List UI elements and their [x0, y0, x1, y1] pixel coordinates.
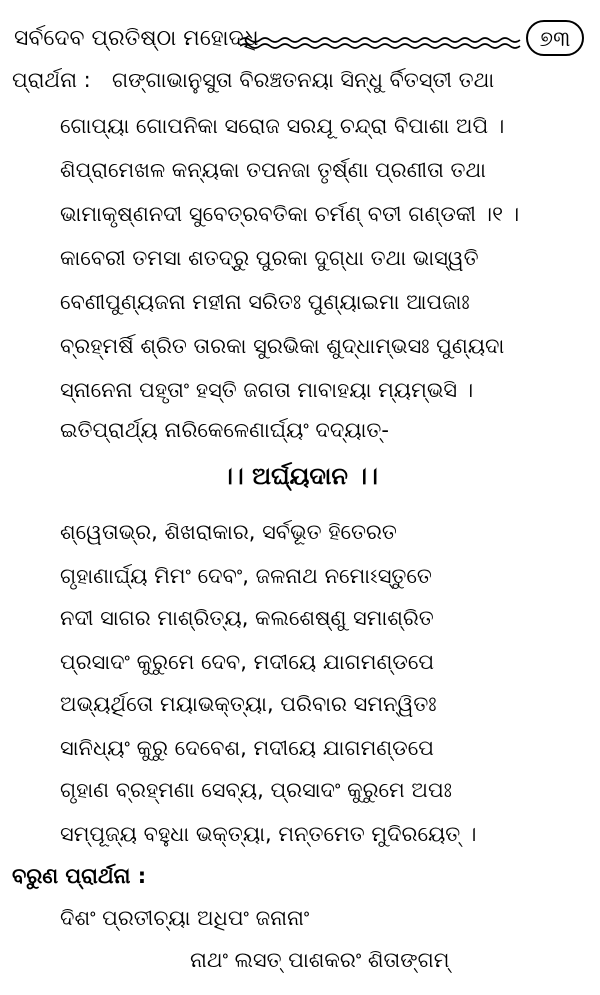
prayer-first-line: ଗଙ୍ଗାଭାନୁସୁତା ବିରଞ୍ଚତନୟା ସିନ୍ଧୁ ର୍ବିତସ୍ତୀ ତଥା [112, 68, 495, 92]
varuna-line: ନାଥଂ ଲସତ୍ ପାଶକରଂ ଶିତାଙ୍ଗମ୍ [190, 948, 450, 972]
prayer-line: ଇତିପ୍ରାର୍ଥ୍ୟ ନାରିକେଳେଣାର୍ଘ୍ୟଂ ଦଦ୍ୟାତ୍- [60, 418, 389, 442]
arghya-line: ଶ୍ୱେତାଭ୍ର, ଶିଖରାକାର, ସର୍ବଭୂତ ହିତେରତ [60, 520, 397, 544]
prayer-line: ଭାମାକୃଷ୍ଣନଦୀ ସୁବେତ୍ରବତିକା ଚର୍ମଣ୍ ବତୀ ଗଣ୍ଡକୀ ।୧ । [60, 202, 520, 226]
prayer-line: କାବେରୀ ତମସା ଶତଦ୍ରୁ ପୁରକା ଦୁଗ୍‌ଧା ତଥା ଭାସ୍ୱତି [60, 246, 479, 270]
section-heading-arghya: ।। ଅର୍ଘ୍ୟଦାନ ।। [222, 462, 378, 490]
arghya-line: ସମ୍ପୂଜ୍ୟ ବହୁଧା ଭକ୍ତ୍ୟା, ମନ୍ତମେତ ମୁଦିରୟେତ୍ । [60, 822, 477, 846]
prayer-line: ବ୍ରହ୍ମର୍ଷି ଶ୍ରିତ ତାରକା ସୁରଭିକା ଶୁଦ୍ଧାମ୍ଭସଃ ପୁଣ୍ୟଦା [60, 334, 505, 358]
varuna-label: ବରୁଣ ପ୍ରାର୍ଥନା : [12, 864, 147, 888]
arghya-line: ଅଭ୍ୟର୍ଥିତୋ ମୟାଭକ୍ତ୍ୟା, ପରିବାର ସମନ୍ୱିତଃ [60, 692, 437, 716]
prayer-line: ବେଣୀପୁଣ୍ୟଜନା ମହୀନା ସରିତଃ ପୁଣ୍ୟାଇମା ଆପଜାଃ [60, 290, 470, 314]
arghya-line: ନଦୀ ସାଗର ମାଶ୍ରିତ୍ୟ, କଲଶେଷ୍ଣୁ ସମାଶ୍ରିତ [60, 606, 434, 630]
running-title: ସର୍ବଦେବ ପ୍ରତିଷ୍ଠା ମହୋଦଧି [14, 26, 259, 51]
arghya-line: ଗୃହାଣାର୍ଘ୍ୟ ମିମଂ ଦେବଂ, ଜଳନାଥ ନମୋଽସ୍ତୁତେ [60, 564, 432, 588]
arghya-line: ପ୍ରସାଦଂ କୁରୁମେ ଦେବ, ମଦୀୟେ ଯାଗମଣ୍ଡପେ [60, 650, 435, 674]
prayer-label: ପ୍ରାର୍ଥନା : [12, 68, 91, 92]
varuna-line: ଦିଶଂ ପ୍ରତୀଚ୍ୟା ଅଧିପଂ ଜନାନାଂ [60, 906, 310, 930]
page-header [8, 16, 592, 62]
wavy-rule-ornament [240, 36, 524, 50]
prayer-line: ଶିପ୍ରାମେଖଳ କନ୍ୟକା ତପନଜା ତୃର୍ଷ୍ଣା ପ୍ରଣୀତା ତଥା [60, 158, 486, 182]
prayer-line: ସ୍ନାନେନା ପହୃତାଂ ହସ୍ତି ଜଗତା ମାବାହୟା ମ୍ୟମ୍ଭସି । [60, 378, 474, 402]
page-number: ୭୩ [526, 20, 584, 56]
prayer-line: ଗୋପ୍ୟା ଗୋପନିକା ସରୋଜ ସରଯୂ ଚନ୍ଦ୍ରା ବିପାଶା ଅପି । [60, 114, 505, 138]
arghya-line: ସାନିଧ୍ୟଂ କୁରୁ ଦେବେଶ, ମଦୀୟେ ଯାଗମଣ୍ଡପେ [60, 736, 434, 760]
arghya-line: ଗୃହାଣ ବ୍ରହ୍ମଣା ସେବ୍ୟ, ପ୍ରସାଦଂ କୁରୁମେ ଅପଃ [60, 778, 452, 802]
